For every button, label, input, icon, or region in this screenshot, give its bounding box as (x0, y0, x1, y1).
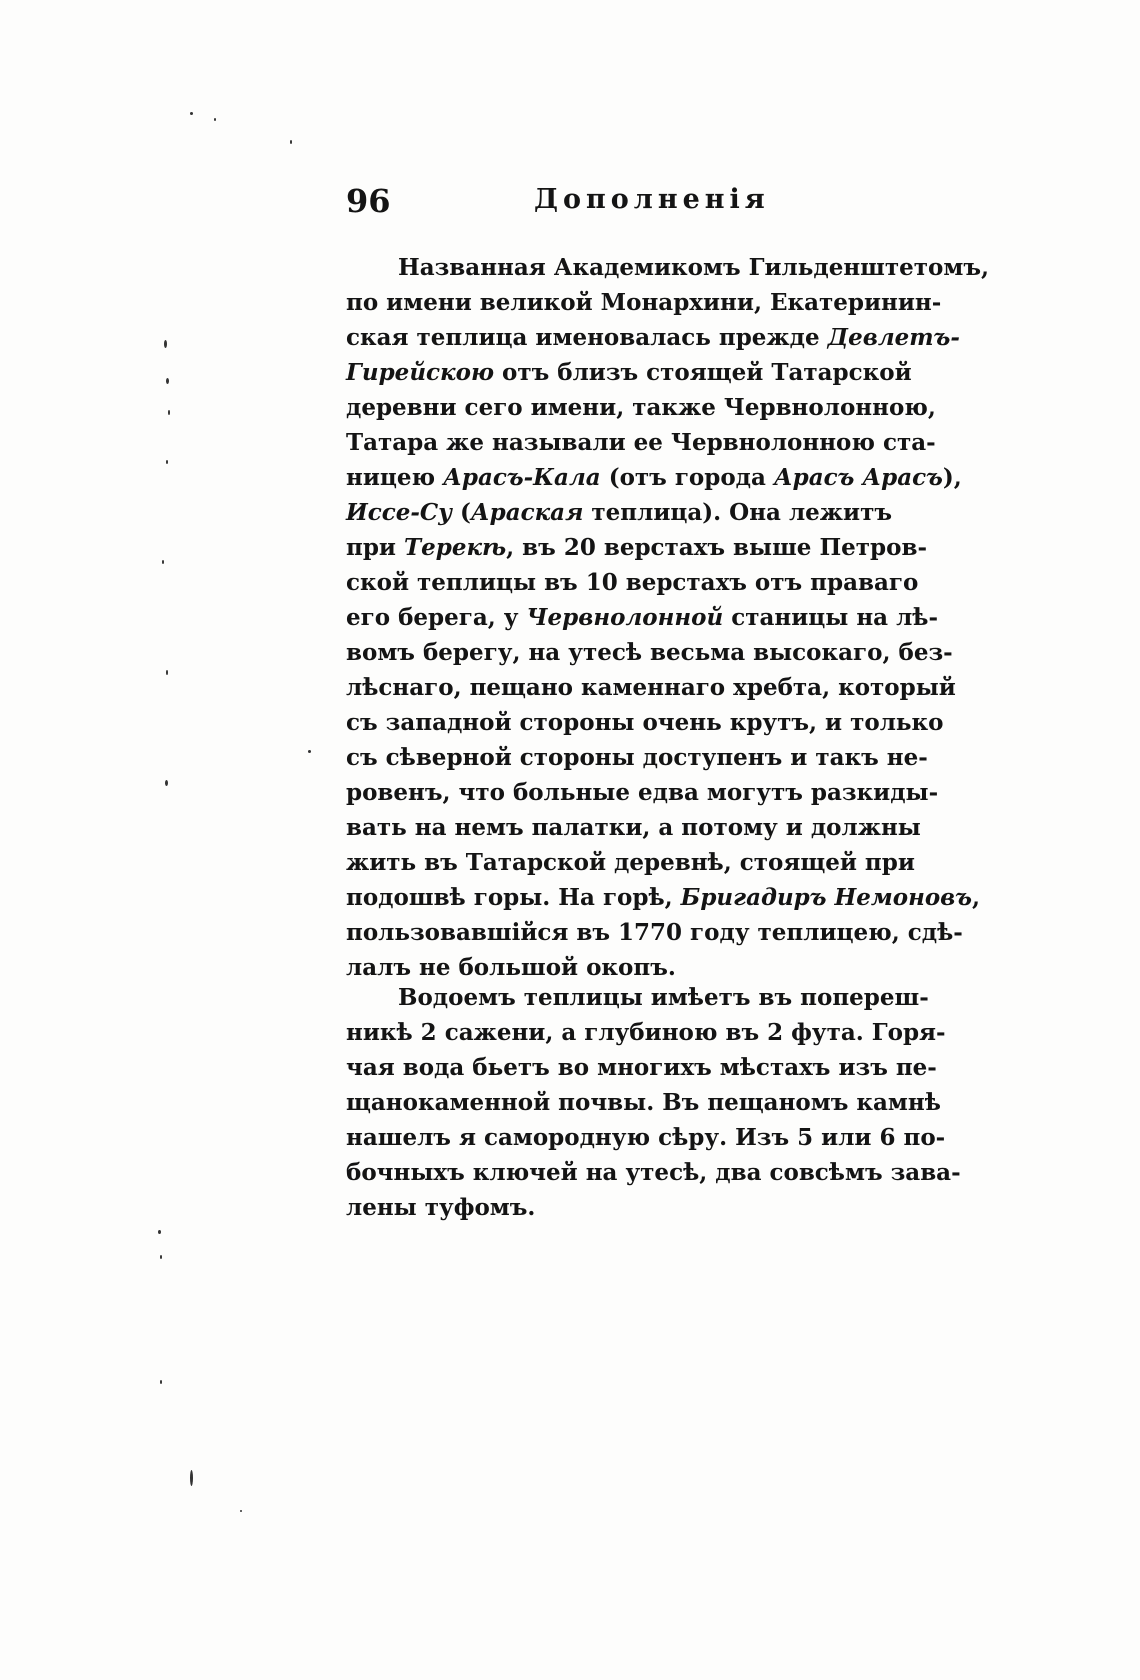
italic-text: Арасъ Арасъ (773, 464, 943, 491)
text-line (346, 740, 974, 775)
text-run: его берега, у (346, 604, 527, 631)
text-line (346, 670, 974, 705)
text-run: по имени великой Монархини, Екатеринин- (346, 289, 942, 316)
paragraph-1 (346, 250, 989, 985)
text-run: щанокаменной почвы. Въ пещаномъ камнѣ (346, 1089, 941, 1116)
text-line (346, 565, 974, 600)
text-run: чая вода бьетъ во многихъ мѣстахъ изъ пе- (346, 1054, 937, 1081)
text-run: ), (942, 464, 962, 491)
text-line (346, 980, 974, 1015)
text-line (346, 460, 974, 495)
text-run: вомъ берегу, на утесѣ весьма высокаго, без- (346, 639, 953, 666)
text-line (346, 810, 974, 845)
text-run: лены туфомъ. (346, 1194, 536, 1221)
text-run: при (346, 534, 404, 561)
italic-text: Бригадиръ Немоновъ (680, 884, 973, 911)
text-run: деревни сего имени, также Червнолонною, (346, 394, 936, 421)
text-run: ская теплица именовалась прежде (346, 324, 828, 351)
text-run: ской теплицы въ 10 верстахъ отъ праваго (346, 569, 919, 596)
text-run: , въ 20 верстахъ выше Петров- (506, 534, 927, 561)
paragraph-2 (346, 980, 974, 1225)
text-run: ( (451, 499, 471, 526)
text-run: Водоемъ теплицы имѣетъ въ попереш- (398, 984, 929, 1011)
text-line (346, 495, 974, 530)
text-line (346, 1050, 974, 1085)
running-title: Дополненія (534, 184, 770, 215)
text-run: никѣ 2 сажени, а глубиною въ 2 фута. Горя- (346, 1019, 946, 1046)
text-line (346, 600, 974, 635)
text-line (346, 1155, 974, 1190)
text-run: (отъ города (600, 464, 774, 491)
text-line (346, 1015, 974, 1050)
text-run: вать на немъ палатки, а потому и должны (346, 814, 921, 841)
text-run: лалъ не большой окопъ. (346, 954, 676, 981)
italic-text: Гирейскою (346, 359, 494, 386)
text-line (346, 1190, 974, 1225)
text-run: станицы на лѣ- (723, 604, 939, 631)
text-run: съ сѣверной стороны доступенъ и такъ не- (346, 744, 928, 771)
text-run: отъ близъ стоящей Татарской (493, 359, 912, 386)
text-line (346, 250, 989, 285)
text-run: подошвѣ горы. На горѣ, (346, 884, 681, 911)
italic-text: Девлетъ- (827, 324, 960, 351)
text-line (346, 1085, 974, 1120)
text-line (346, 320, 974, 355)
text-run: лѣснаго, пещано каменнаго хребта, который (346, 674, 956, 701)
text-line (346, 775, 974, 810)
text-run: жить въ Татарской деревнѣ, стоящей при (346, 849, 915, 876)
page-header (346, 182, 966, 232)
text-line (346, 355, 974, 390)
text-run: ровенъ, что больные едва могутъ разкиды- (346, 779, 939, 806)
page-number: 96 (346, 182, 391, 220)
text-run: Названная Академикомъ Гильденштетомъ, (398, 254, 989, 281)
text-line (346, 530, 974, 565)
text-run: Татара же называли ее Червнолонною ста- (346, 429, 936, 456)
italic-text: Терекѣ (403, 534, 507, 561)
text-line (346, 880, 981, 915)
italic-text: Араская (470, 499, 584, 526)
text-run: пользовавшійся въ 1770 году теплицею, сдѣ- (346, 919, 963, 946)
italic-text: Арасъ-Кала (443, 464, 601, 491)
text-run: нашелъ я самородную сѣру. Изъ 5 или 6 по- (346, 1124, 946, 1151)
text-line (346, 1120, 974, 1155)
text-line (346, 635, 974, 670)
text-line (346, 390, 974, 425)
text-run: , (972, 884, 981, 911)
text-run: ницею (346, 464, 444, 491)
italic-text: Червнолонной (526, 604, 724, 631)
text-run: теплица). Она лежитъ (583, 499, 892, 526)
text-line (346, 705, 974, 740)
text-line (346, 285, 974, 320)
text-line (346, 845, 974, 880)
text-run: съ западной стороны очень крутъ, и только (346, 709, 944, 736)
text-line (346, 425, 974, 460)
text-run: бочныхъ ключей на утесѣ, два совсѣмъ зава- (346, 1159, 961, 1186)
text-line (346, 915, 974, 950)
italic-text: Иссе-Су (346, 499, 452, 526)
